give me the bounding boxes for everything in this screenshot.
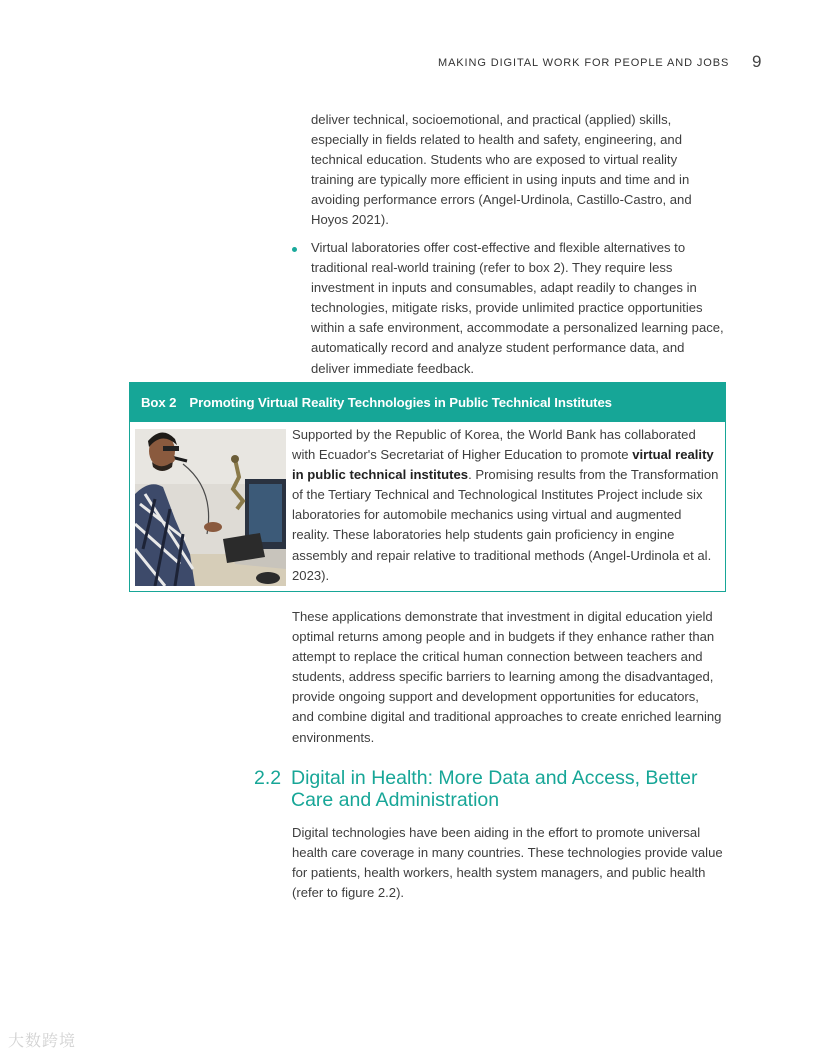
box-2-label: Box 2 bbox=[141, 395, 177, 410]
bullet-list-item bbox=[292, 238, 724, 379]
vr-student-photo bbox=[135, 429, 286, 586]
bullet-icon bbox=[292, 247, 297, 252]
section-title: Digital in Health: More Data and Access, Better Care and Administration bbox=[291, 767, 698, 811]
section-number: 2.2 bbox=[254, 767, 282, 789]
box-2-title: Promoting Virtual Reality Technologies in Public Technical Institutes bbox=[189, 395, 612, 410]
box-2 bbox=[129, 382, 726, 592]
health-paragraph: Digital technologies have been aiding in the effort to promote universal health care coverage in many countries. These technologies provide value for patients, health workers, health system managers, and public health (refer to figure 2.2). bbox=[292, 825, 723, 901]
box-2-header bbox=[130, 383, 725, 422]
after-box-paragraph: These applications demonstrate that investment in digital education yield optimal returns among people and in budgets if they enhance rather than attempt to replace the critical human connection between teachers and students, address specific barriers to learning among the disadvantaged, provide ongoing support and development opportunities for educators, and combine digital and traditional approaches to create enriched learning environments. bbox=[292, 609, 722, 745]
section-heading bbox=[254, 767, 734, 811]
page-number: 9 bbox=[752, 52, 762, 71]
box-2-emphasis: virtual reality in public technical institutes bbox=[292, 447, 714, 483]
box-2-body bbox=[292, 425, 720, 586]
running-header: MAKING DIGITAL WORK FOR PEOPLE AND JOBS bbox=[438, 57, 730, 69]
box-2-text-before: Supported by the Republic of Korea, the World Bank has collaborated with Ecuador's Secretariat of Higher Education to promote bbox=[292, 427, 696, 463]
vr-student-illustration bbox=[135, 429, 286, 586]
box-2-text-after: . Promising results from the Transformation of the Tertiary Technical and Technological Institutes Project include six laboratories for automobile mechanics using virtual and augmented reality. These laboratories help students gain proficiency in engine assembly and repair relative to traditional methods (Angel-Urdinola et al. 2023). bbox=[292, 467, 719, 583]
continued-paragraph: deliver technical, socioemotional, and practical (applied) skills, especially in fields related to health and safety, engineering, and technical education. Students who are exposed to virtual reality training are typically more efficient in using inputs and time and in avoiding performance errors (Angel-Urdinola, Castillo-Castro, and Hoyos 2021). bbox=[311, 112, 692, 228]
watermark: 大数跨境 bbox=[8, 1033, 77, 1050]
bullet-text: Virtual laboratories offer cost-effective and flexible alternatives to traditional real-world training (refer to box 2). They require less investment in inputs and consumables, adapt readily to changes in technologies, mitigate risks, provide unlimited practice opportunities within a safe environment, accommodate a personalized learning pace, automatically record and analyze student performance data, and deliver immediate feedback. bbox=[311, 240, 724, 376]
